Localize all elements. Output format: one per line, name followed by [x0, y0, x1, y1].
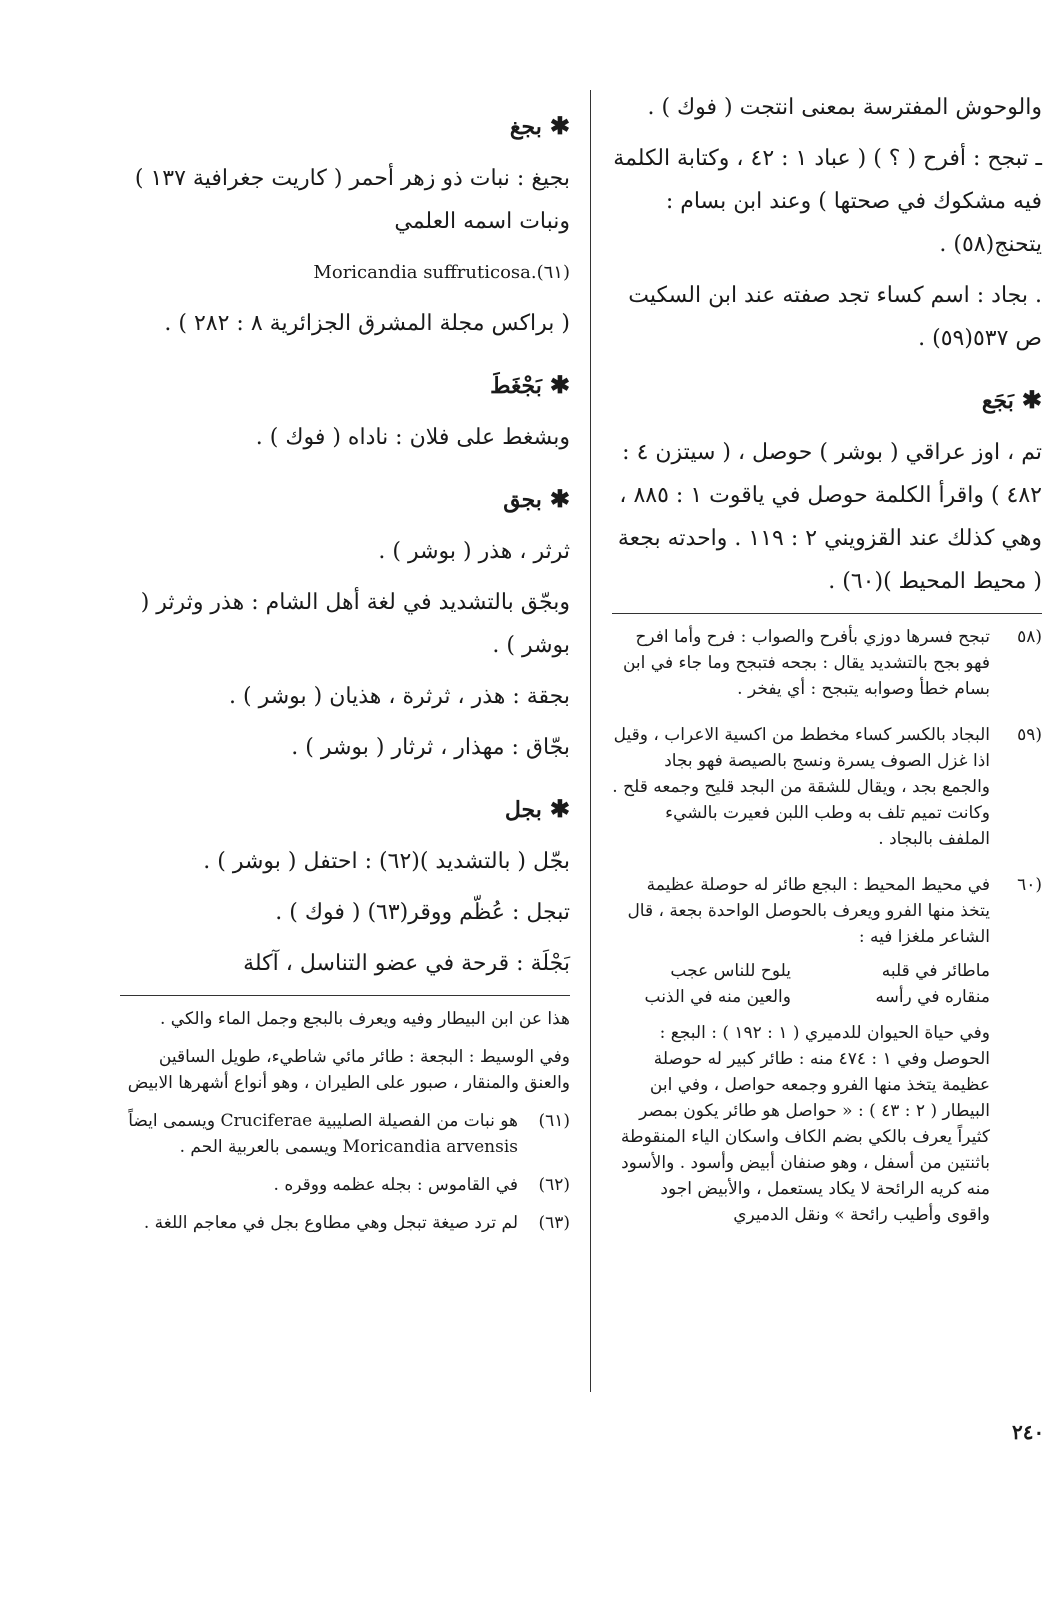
footnote-number: (٦٣)	[538, 1213, 570, 1233]
footnote-body	[612, 624, 990, 710]
entry-text: . بجاد : اسم كساء تجد صفته عند ابن السكيت ص ٥٣٧(٥٩) .	[628, 283, 1042, 351]
footnote-number: (٥٩	[1017, 725, 1042, 745]
asterisk-icon: ✱	[549, 370, 570, 399]
left-footnotes	[120, 1108, 570, 1236]
footnote-paragraph: البجاد بالكسر كساء مخطط من اكسية الاعراب ، وقيل اذا غزل الصوف يسرة ونسج بالصيصة فهو بجاد والجمع بجد ، ويقال للشقة من البجد قليح وجمعه قلح . وكانت تميم تلف به وطب اللبن فعيرت بالشيء الملفف بالبجاد .	[612, 725, 990, 849]
footnote-body	[612, 872, 990, 1236]
verse-hemistich: منقاره في رأسه	[875, 987, 990, 1007]
entry-text: ( براكس مجلة المشرق الجزائرية ٨ : ٢٨٢ ) .	[164, 311, 570, 336]
column-divider	[590, 90, 591, 1392]
entry-headword	[120, 363, 570, 408]
footnote	[120, 1172, 570, 1198]
left-column	[120, 86, 570, 1248]
footnote	[612, 872, 1042, 1236]
headword-text: بَجَع	[981, 388, 1014, 414]
asterisk-icon: ✱	[549, 794, 570, 823]
entry-text: ثرثر ، هذر ( بوشر ) .	[378, 539, 570, 564]
footnote-number: (٥٨	[1017, 627, 1042, 647]
footnote-body: لم ترد صيغة تبجل وهي مطاوع بجل في معاجم اللغة .	[143, 1213, 518, 1233]
asterisk-icon: ✱	[549, 484, 570, 513]
right-footnotes	[612, 624, 1042, 1236]
entry-headword	[612, 378, 1042, 423]
footnote-number: (٦٢)	[538, 1175, 570, 1195]
footnote	[120, 1210, 570, 1236]
entry-text: بجقة : هذر ، ثرثرة ، هذيان ( بوشر ) .	[229, 684, 570, 709]
poem-verse	[612, 958, 990, 1010]
asterisk-icon: ✱	[549, 111, 570, 140]
left-footnote-continuation	[120, 1006, 570, 1096]
footnote	[612, 722, 1042, 860]
footnote-paragraph: في محيط المحيط : البجع طائر له حوصلة عظيمة يتخذ منها الفرو ويعرف بالحوصل الواحدة بجعة ، قال الشاعر ملغزا فيه :	[627, 875, 990, 947]
verse-hemistich: ماطائر في قلبه	[881, 961, 990, 981]
left-main-text	[120, 104, 570, 985]
right-footnote-separator	[612, 613, 1042, 614]
entry-headword	[120, 477, 570, 522]
asterisk-icon: ✱	[1021, 385, 1042, 414]
footnote-body: في القاموس : بجله عظمه ووقره .	[273, 1175, 518, 1195]
footnote	[612, 624, 1042, 710]
footnote-body: هو نبات من الفصيلة الصليبية Cruciferae ويسمى ايضاً Moricandia arvensis ويسمى بالعربية الحم .	[128, 1111, 518, 1157]
footnote-continuation-paragraph: وفي الوسيط : البجعة : طائر مائي شاطيء، طويل الساقين والعنق والمنقار ، صبور على الطيران ، وهو أنواع أشهرها الابيض	[127, 1047, 570, 1093]
footnote-body	[612, 722, 990, 860]
entry-text: تبجل : عُظّم ووقر(٦٣) ( فوك ) .	[275, 900, 570, 925]
headword-text: بَجْغَطَ	[490, 373, 542, 399]
entry-text: وبشغط على فلان : ناداه ( فوك ) .	[255, 425, 570, 450]
right-column	[612, 86, 1042, 1248]
page-number: ٢٤٠	[1012, 1420, 1045, 1444]
verse-hemistich: يلوح للناس عجب	[670, 961, 791, 981]
entry-text: بجّل ( بالتشديد )(٦٢) : احتفل ( بوشر ) .	[203, 849, 570, 874]
entry-text: بَجْلَة : قرحة في عضو التناسل ، آكلة	[243, 951, 570, 976]
entry-text: وبجّق بالتشديد في لغة أهل الشام : هذر وثرثر ( بوشر ) .	[140, 590, 570, 658]
footnote-number: (٦٠	[1017, 875, 1042, 895]
entry-text: تم ، اوز عراقي ( بوشر ) حوصل ، ( سيتزن ٤ : ٤٨٢ ) واقرأ الكلمة حوصل في ياقوت ١ : ٨٨٥ ، وهي كذلك عند القزويني ٢ : ١١٩ . واحدته بجعة ( محيط المحيط )(٦٠) .	[617, 440, 1042, 594]
footnote-number: (٦١)	[538, 1111, 570, 1131]
entry-text: ـ تبجح : أفرح ( ؟ ) ( عباد ١ : ٤٢ ، وكتابة الكلمة فيه مشكوك في صحتها ) وعند ابن بسام : يتحنج(٥٨) .	[613, 146, 1042, 257]
footnote	[120, 1108, 570, 1160]
latin-name: Moricandia suffruticosa.(٦١)	[313, 262, 570, 283]
headword-text: بجل	[504, 797, 542, 823]
footnote-continuation-paragraph: هذا عن ابن البيطار وفيه ويعرف بالبجع وجمل الماء والكي .	[160, 1009, 570, 1029]
entry-headword	[120, 104, 570, 149]
right-main-text	[612, 86, 1042, 603]
entry-text: والوحوش المفترسة بمعنى انتجت ( فوك ) .	[647, 95, 1042, 120]
entry-text: بجيغ : نبات ذو زهر أحمر ( كاريت جغرافية ١٣٧ ) ونبات اسمه العلمي	[134, 166, 570, 234]
headword-text: بجغ	[509, 114, 542, 140]
verse-hemistich: والعين منه في الذنب	[644, 987, 791, 1007]
entry-text: بجّاق : مهذار ، ثرثار ( بوشر ) .	[291, 735, 570, 760]
entry-headword	[120, 787, 570, 832]
footnote-paragraph: وفي حياة الحيوان للدميري ( ١ : ١٩٢ ) : البجع : الحوصل وفي ١ : ٤٧٤ منه : طائر كبير له حوصلة عظيمة يتخذ منها الفرو وجمعه حواصل ، وفي ابن البيطار ( ٢ : ٤٣ ) : « حواصل هو طائر يكون بمصر كثيراً يعرف بالكي بضم الكاف واسكان الياء المنقوطة باثنتين من أسفل ، وهو صنفان أبيض وأسود . والأسود منه كريه الرائحة لا يكاد يستعمل ، والأبيض اجود واقوى وأطيب رائحة » ونقل الدميري	[620, 1023, 990, 1225]
footnote-paragraph: تبجح فسرها دوزي بأفرح والصواب : فرح وأما افرح فهو بجح بالتشديد يقال : بجحه فتبجح وما جاء في ابن بسام خطأ وصوابه يتبجح : أي يفخر .	[622, 627, 990, 699]
headword-text: بجق	[503, 487, 542, 513]
left-footnote-separator	[120, 995, 570, 996]
